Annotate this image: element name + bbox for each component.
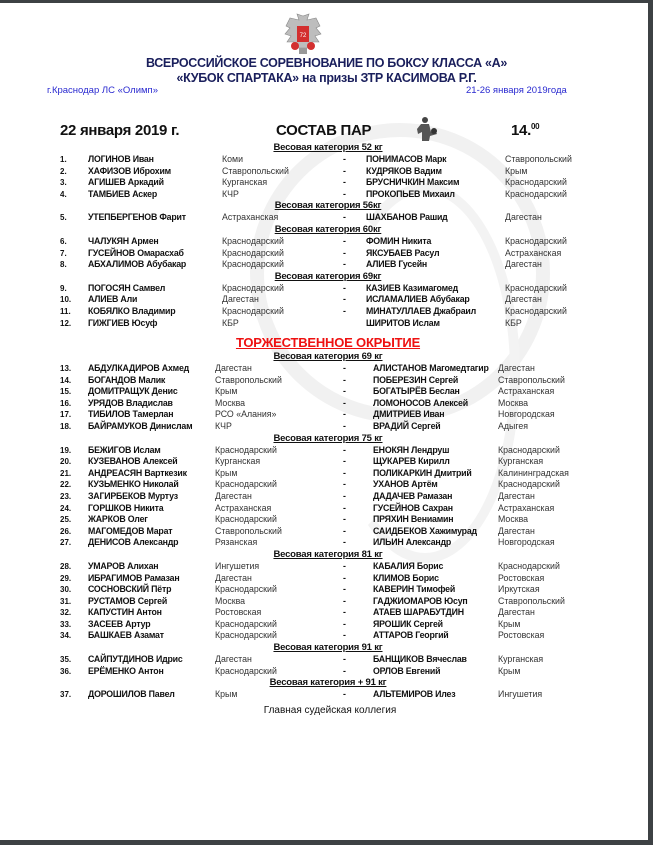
blue-corner-region: Дагестан bbox=[498, 525, 535, 536]
red-corner-region: Крым bbox=[215, 689, 238, 700]
blue-corner-boxer: АЛЬТЕМИРОВ Илез bbox=[373, 689, 456, 700]
bout-row bbox=[0, 503, 648, 515]
bout-row bbox=[0, 189, 648, 201]
blue-corner-region: Краснодарский bbox=[505, 305, 567, 316]
versus-dash: - bbox=[343, 282, 346, 293]
versus-dash: - bbox=[343, 607, 346, 618]
blue-corner-boxer: МИНАТУЛЛАЕВ Джабраил bbox=[366, 305, 476, 316]
versus-dash: - bbox=[343, 154, 346, 164]
blue-corner-region: Москва bbox=[498, 397, 529, 408]
versus-dash: - bbox=[343, 456, 346, 467]
bout-number: 15. bbox=[60, 387, 72, 397]
red-corner-region: Краснодарский bbox=[222, 282, 284, 293]
blue-corner-region: Новгородская bbox=[498, 409, 555, 420]
red-corner-boxer: КОБЯЛКО Владимир bbox=[88, 305, 176, 316]
red-corner-boxer: ЗАСЕЕВ Артур bbox=[88, 618, 151, 629]
versus-dash: - bbox=[343, 618, 346, 629]
versus-dash: - bbox=[343, 397, 346, 408]
blue-corner-region: Краснодарский bbox=[505, 188, 567, 199]
blue-corner-region: Краснодарский bbox=[498, 444, 560, 455]
blue-corner-region: КБР bbox=[505, 317, 522, 328]
bout-row bbox=[0, 491, 648, 503]
bout-row bbox=[0, 236, 648, 248]
bout-number: 13. bbox=[60, 364, 72, 373]
bout-row bbox=[0, 445, 648, 457]
red-corner-region: РСО «Алания» bbox=[215, 409, 277, 420]
versus-dash: - bbox=[343, 665, 346, 676]
blue-corner-region: Астраханская bbox=[498, 502, 555, 513]
blue-corner-region: Дагестан bbox=[505, 212, 542, 223]
blue-corner-region: Крым bbox=[505, 165, 528, 176]
red-corner-boxer: АНДРЕАСЯН Варткезик bbox=[88, 467, 187, 478]
red-corner-region: Москва bbox=[215, 397, 246, 408]
weight-category-heading: Весовая категория 56кг bbox=[274, 200, 382, 212]
versus-dash: - bbox=[343, 490, 346, 501]
versus-dash: - bbox=[343, 235, 346, 246]
venue: г.Краснодар ЛС «Олимп» bbox=[47, 85, 158, 96]
bout-number: 26. bbox=[60, 526, 72, 536]
bout-number: 21. bbox=[60, 468, 72, 478]
bout-number: 28. bbox=[60, 561, 72, 571]
versus-dash: - bbox=[343, 654, 346, 665]
red-corner-region: Краснодарский bbox=[215, 665, 277, 676]
doc-title: СОСТАВ ПАР bbox=[276, 122, 372, 139]
red-corner-boxer: МАГОМЕДОВ Марат bbox=[88, 525, 173, 536]
blue-corner-boxer: БРУСНИЧКИН Максим bbox=[366, 177, 460, 188]
bout-row bbox=[0, 363, 648, 375]
bout-number: 33. bbox=[60, 619, 72, 629]
versus-dash: - bbox=[343, 595, 346, 606]
blue-corner-boxer: ДМИТРИЕВ Иван bbox=[373, 409, 445, 420]
versus-dash: - bbox=[343, 294, 346, 305]
red-corner-region: Москва bbox=[215, 595, 246, 606]
versus-dash: - bbox=[343, 420, 346, 431]
bout-row bbox=[0, 421, 648, 433]
bout-row bbox=[0, 166, 648, 178]
red-corner-boxer: КАПУСТИН Антон bbox=[88, 607, 162, 618]
blue-corner-boxer: ПОНИМАСОВ Марк bbox=[366, 154, 447, 164]
red-corner-region: Ставропольский bbox=[215, 374, 282, 385]
red-corner-boxer: УМАРОВ Алихан bbox=[88, 560, 159, 571]
red-corner-boxer: ГОРШКОВ Никита bbox=[88, 502, 164, 513]
red-corner-region: Краснодарский bbox=[215, 514, 277, 525]
blue-corner-region: Ставропольский bbox=[498, 595, 565, 606]
bout-row bbox=[0, 248, 648, 260]
blue-corner-boxer: ПОЛИКАРКИН Дмитрий bbox=[373, 467, 472, 478]
bout-number: 18. bbox=[60, 421, 72, 431]
red-corner-region: Краснодарский bbox=[222, 305, 284, 316]
red-corner-boxer: ЧАЛУКЯН Армен bbox=[88, 235, 159, 246]
versus-dash: - bbox=[343, 374, 346, 385]
bout-number: 20. bbox=[60, 457, 72, 467]
blue-corner-region: Краснодарский bbox=[505, 235, 567, 246]
bout-row bbox=[0, 666, 648, 678]
bout-row bbox=[0, 607, 648, 619]
blue-corner-boxer: ЩУКАРЕВ Кирилл bbox=[373, 456, 450, 467]
judges-panel-footer: Главная судейская коллегия bbox=[263, 705, 397, 716]
bout-number: 1. bbox=[60, 155, 67, 164]
blue-corner-boxer: КУДРЯКОВ Вадим bbox=[366, 165, 442, 176]
red-corner-region: Курганская bbox=[222, 177, 268, 188]
bout-row bbox=[0, 526, 648, 538]
opening-ceremony-heading: ТОРЖЕСТВЕННОЕ ОКРЫТИЕ bbox=[235, 335, 421, 350]
blue-corner-region: Астраханская bbox=[498, 386, 555, 397]
blue-corner-boxer: КАЗИЕВ Казимагомед bbox=[366, 282, 458, 293]
cup-title: «КУБОК СПАРТАКА» на призы ЗТР КАСИМОВА Р.Г. bbox=[176, 71, 477, 85]
blue-corner-region: Дагестан bbox=[498, 363, 535, 373]
bout-number: 34. bbox=[60, 631, 72, 641]
red-corner-boxer: ДЕНИСОВ Александр bbox=[88, 537, 179, 548]
blue-corner-region: Краснодарский bbox=[505, 177, 567, 188]
red-corner-boxer: КУЗЕВАНОВ Алексей bbox=[88, 456, 178, 467]
red-corner-boxer: ИБРАГИМОВ Рамазан bbox=[88, 572, 180, 583]
red-corner-region: Дагестан bbox=[215, 572, 252, 583]
blue-corner-boxer: АТАЕВ ШАРАБУТДИН bbox=[373, 607, 464, 618]
blue-corner-region: Дагестан bbox=[505, 294, 542, 305]
bout-row bbox=[0, 514, 648, 526]
red-corner-boxer: БОГАНДОВ Малик bbox=[88, 374, 166, 385]
bout-row bbox=[0, 318, 648, 330]
bout-row bbox=[0, 375, 648, 387]
blue-corner-region: Дагестан bbox=[505, 259, 542, 270]
versus-dash: - bbox=[343, 444, 346, 455]
versus-dash: - bbox=[343, 247, 346, 258]
red-corner-region: КЧР bbox=[222, 188, 239, 199]
versus-dash: - bbox=[343, 689, 346, 700]
blue-corner-region: Ставропольский bbox=[505, 154, 572, 164]
weight-category-heading: Весовая категория 91 кг bbox=[273, 642, 383, 654]
red-corner-boxer: ЛОГИНОВ Иван bbox=[88, 154, 154, 164]
blue-corner-region: Крым bbox=[498, 665, 521, 676]
red-corner-region: Астраханская bbox=[215, 502, 272, 513]
red-corner-region: Рязанская bbox=[215, 537, 258, 548]
bout-row bbox=[0, 654, 648, 666]
red-corner-region: Дагестан bbox=[215, 363, 252, 373]
blue-corner-boxer: КАБАЛИЯ Борис bbox=[373, 560, 444, 571]
bout-number: 31. bbox=[60, 596, 72, 606]
weight-category-heading: Весовая категория 69кг bbox=[274, 270, 382, 282]
red-corner-region: Краснодарский bbox=[222, 247, 284, 258]
bout-number: 19. bbox=[60, 445, 72, 455]
bout-row bbox=[0, 306, 648, 318]
versus-dash: - bbox=[343, 514, 346, 525]
red-corner-region: Краснодарский bbox=[215, 630, 277, 641]
red-corner-region: КБР bbox=[222, 317, 239, 328]
red-corner-boxer: ПОГОСЯН Самвел bbox=[88, 282, 166, 293]
bout-number: 35. bbox=[60, 655, 72, 665]
blue-corner-boxer: ЯКСУБАЕВ Расул bbox=[366, 247, 440, 258]
event-dates: 21-26 января 2019года bbox=[466, 85, 567, 96]
versus-dash: - bbox=[343, 537, 346, 548]
blue-corner-region: Дагестан bbox=[498, 490, 535, 501]
bout-row bbox=[0, 259, 648, 271]
versus-dash: - bbox=[343, 572, 346, 583]
red-corner-region: Краснодарский bbox=[222, 235, 284, 246]
red-corner-boxer: ТАМБИЕВ Аскер bbox=[88, 188, 158, 199]
blue-corner-boxer: ПРЯХИН Вениамин bbox=[373, 514, 454, 525]
versus-dash: - bbox=[343, 177, 346, 188]
red-corner-boxer: ТИБИЛОВ Тамерлан bbox=[88, 409, 174, 420]
versus-dash: - bbox=[343, 584, 346, 595]
blue-corner-region: Дагестан bbox=[498, 607, 535, 618]
bout-number: 3. bbox=[60, 178, 67, 188]
blue-corner-boxer: ИЛЬИН Александр bbox=[373, 537, 452, 548]
red-corner-boxer: ГУСЕЙНОВ Омарасхаб bbox=[88, 247, 184, 258]
versus-dash: - bbox=[343, 409, 346, 420]
bout-number: 16. bbox=[60, 398, 72, 408]
blue-corner-boxer: АТТАРОВ Георгий bbox=[373, 630, 449, 641]
versus-dash: - bbox=[343, 502, 346, 513]
time-hour: 14. bbox=[511, 122, 531, 139]
versus-dash: - bbox=[343, 363, 346, 373]
red-corner-boxer: ЗАГИРБЕКОВ Муртуз bbox=[88, 490, 178, 501]
day-date: 22 января 2019 г. bbox=[60, 122, 180, 139]
weight-category-heading: Весовая категория 81 кг bbox=[273, 548, 383, 560]
red-corner-boxer: АЛИЕВ Али bbox=[88, 294, 138, 305]
bout-number: 25. bbox=[60, 515, 72, 525]
bout-row bbox=[0, 212, 648, 224]
red-corner-boxer: УРЯДОВ Владислав bbox=[88, 397, 173, 408]
blue-corner-region: Краснодарский bbox=[498, 560, 560, 571]
bout-row bbox=[0, 409, 648, 421]
red-corner-boxer: АГИШЕВ Аркадий bbox=[88, 177, 164, 188]
bout-number: 30. bbox=[60, 585, 72, 595]
bout-number: 5. bbox=[60, 213, 67, 223]
blue-corner-boxer: ШИРИТОВ Ислам bbox=[366, 317, 440, 328]
blue-corner-boxer: КАВЕРИН Тимофей bbox=[373, 584, 456, 595]
bout-row bbox=[0, 386, 648, 398]
bouts-before-opening bbox=[0, 142, 648, 329]
red-corner-boxer: ДОМИТРАЩУК Денис bbox=[88, 386, 178, 397]
red-corner-region: Дагестан bbox=[215, 490, 252, 501]
red-corner-boxer: ЕРЁМЕНКО Антон bbox=[88, 665, 164, 676]
blue-corner-region: Адыгея bbox=[498, 420, 528, 431]
start-time bbox=[511, 122, 539, 139]
blue-corner-boxer: ЯРОШИК Сергей bbox=[373, 618, 443, 629]
red-corner-boxer: КУЗЬМЕНКО Николай bbox=[88, 479, 179, 490]
bout-row bbox=[0, 689, 648, 701]
bout-row bbox=[0, 630, 648, 642]
bout-row bbox=[0, 456, 648, 468]
versus-dash: - bbox=[343, 479, 346, 490]
bout-number: 17. bbox=[60, 410, 72, 420]
versus-dash: - bbox=[343, 386, 346, 397]
bout-number: 24. bbox=[60, 503, 72, 513]
red-corner-region: Ингушетия bbox=[215, 560, 260, 571]
blue-corner-boxer: ПОБЕРЕЗИН Сергей bbox=[373, 374, 459, 385]
blue-corner-region: Ростовская bbox=[498, 572, 545, 583]
blue-corner-boxer: АЛИЕВ Гусейн bbox=[366, 259, 428, 270]
blue-corner-boxer: ОРЛОВ Евгений bbox=[373, 665, 441, 676]
blue-corner-boxer: ФОМИН Никита bbox=[366, 235, 432, 246]
weight-category-heading: Весовая категория 69 кг bbox=[273, 351, 383, 362]
bout-row bbox=[0, 398, 648, 410]
bout-number: 9. bbox=[60, 283, 67, 293]
bout-number: 2. bbox=[60, 166, 67, 176]
blue-corner-boxer: АЛИСТАНОВ Магомедтагир bbox=[373, 363, 489, 373]
bout-row bbox=[0, 537, 648, 549]
federation-emblem-icon bbox=[282, 12, 324, 58]
bout-row bbox=[0, 584, 648, 596]
bout-row bbox=[0, 177, 648, 189]
red-corner-region: Ростовская bbox=[215, 607, 262, 618]
blue-corner-boxer: ЕНОКЯН Лендруш bbox=[373, 444, 450, 455]
red-corner-region: Астраханская bbox=[222, 212, 279, 223]
blue-corner-boxer: БОГАТЫРЁВ Беслан bbox=[373, 386, 460, 397]
red-corner-boxer: РУСТАМОВ Сергей bbox=[88, 595, 168, 606]
red-corner-boxer: БАЙРАМУКОВ Динислам bbox=[88, 420, 193, 431]
blue-corner-boxer: ГУСЕЙНОВ Сахран bbox=[373, 502, 453, 513]
blue-corner-boxer: САИДБЕКОВ Хажимурад bbox=[373, 525, 477, 536]
time-minutes: 00 bbox=[530, 122, 540, 131]
red-corner-boxer: САЙПУТДИНОВ Идрис bbox=[88, 654, 183, 665]
red-corner-region: Краснодарский bbox=[222, 259, 284, 270]
blue-corner-region: Краснодарский bbox=[505, 282, 567, 293]
blue-corner-boxer: ВРАДИЙ Сергей bbox=[373, 420, 441, 431]
bout-number: 37. bbox=[60, 690, 72, 700]
bout-number: 6. bbox=[60, 236, 67, 246]
red-corner-boxer: ХАФИЗОВ Иброхим bbox=[88, 165, 171, 176]
red-corner-boxer: ДОРОШИЛОВ Павел bbox=[88, 689, 175, 700]
bout-number: 29. bbox=[60, 573, 72, 583]
blue-corner-boxer: ЛОМОНОСОВ Алексей bbox=[373, 397, 468, 408]
red-corner-region: Коми bbox=[222, 154, 243, 164]
red-corner-region: Краснодарский bbox=[215, 584, 277, 595]
blue-corner-boxer: ДАДАЧЕВ Рамазан bbox=[373, 490, 453, 501]
bout-number: 12. bbox=[60, 318, 72, 328]
competition-title: ВСЕРОССИЙСКОЕ СОРЕВНОВАНИЕ ПО БОКСУ КЛАССА «А» bbox=[145, 56, 508, 70]
weight-category-heading: Весовая категория + 91 кг bbox=[269, 677, 387, 689]
versus-dash: - bbox=[343, 188, 346, 199]
blue-corner-region: Краснодарский bbox=[498, 479, 560, 490]
blue-corner-boxer: ИСЛАМАЛИЕВ Абубакар bbox=[366, 294, 470, 305]
blue-corner-region: Астраханская bbox=[505, 247, 562, 258]
versus-dash: - bbox=[343, 165, 346, 176]
bout-number: 4. bbox=[60, 189, 67, 199]
bout-number: 27. bbox=[60, 538, 72, 548]
red-corner-boxer: АБДУЛКАДИРОВ Ахмед bbox=[88, 363, 190, 373]
bout-row bbox=[0, 468, 648, 480]
red-corner-region: Крым bbox=[215, 467, 238, 478]
bout-number: 7. bbox=[60, 248, 67, 258]
blue-corner-region: Крым bbox=[498, 618, 521, 629]
bout-row bbox=[0, 283, 648, 295]
blue-corner-region: Москва bbox=[498, 514, 529, 525]
versus-dash: - bbox=[343, 525, 346, 536]
bout-row bbox=[0, 573, 648, 585]
bout-row bbox=[0, 596, 648, 608]
bouts-after-opening bbox=[0, 335, 648, 701]
red-corner-region: Ставропольский bbox=[215, 525, 282, 536]
weight-category-heading: Весовая категория 75 кг bbox=[273, 432, 383, 444]
blue-corner-region: Курганская bbox=[498, 456, 544, 467]
blue-corner-region: Новгородская bbox=[498, 537, 555, 548]
red-corner-region: Краснодарский bbox=[215, 479, 277, 490]
weight-category-heading: Весовая категория 60кг bbox=[274, 223, 382, 235]
red-corner-region: КЧР bbox=[215, 420, 232, 431]
svg-text:72: 72 bbox=[299, 33, 307, 39]
red-corner-boxer: УТЕПБЕРГЕНОВ Фарит bbox=[88, 212, 186, 223]
document-page bbox=[0, 3, 648, 840]
blue-corner-region: Ростовская bbox=[498, 630, 545, 641]
blue-corner-boxer: ШАХБАНОВ Рашид bbox=[366, 212, 448, 223]
bout-number: 36. bbox=[60, 666, 72, 676]
red-corner-boxer: БЕЖИГОВ Ислам bbox=[88, 444, 161, 455]
blue-corner-region: Калининградская bbox=[498, 467, 569, 478]
blue-corner-region: Иркутская bbox=[498, 584, 540, 595]
bout-number: 11. bbox=[60, 306, 71, 316]
red-corner-region: Крым bbox=[215, 386, 238, 397]
weight-category-heading: Весовая категория 52 кг bbox=[273, 142, 383, 153]
blue-corner-boxer: КЛИМОВ Борис bbox=[373, 572, 439, 583]
blue-corner-region: Курганская bbox=[498, 654, 544, 665]
red-corner-boxer: АБХАЛИМОВ Абубакар bbox=[88, 259, 187, 270]
red-corner-region: Краснодарский bbox=[215, 618, 277, 629]
bout-row bbox=[0, 154, 648, 166]
red-corner-region: Дагестан bbox=[222, 294, 259, 305]
red-corner-boxer: ЖАРКОВ Олег bbox=[88, 514, 148, 525]
bout-number: 14. bbox=[60, 375, 72, 385]
blue-corner-region: Ставропольский bbox=[498, 374, 565, 385]
bout-number: 23. bbox=[60, 491, 72, 501]
bout-row bbox=[0, 561, 648, 573]
blue-corner-boxer: УХАНОВ Артём bbox=[373, 479, 438, 490]
versus-dash: - bbox=[343, 259, 346, 270]
bout-row bbox=[0, 479, 648, 491]
bout-row bbox=[0, 294, 648, 306]
versus-dash: - bbox=[343, 630, 346, 641]
red-corner-region: Краснодарский bbox=[215, 444, 277, 455]
bout-number: 32. bbox=[60, 608, 72, 618]
bout-number: 22. bbox=[60, 480, 72, 490]
bout-number: 8. bbox=[60, 260, 67, 270]
red-corner-region: Дагестан bbox=[215, 654, 252, 665]
red-corner-boxer: ГИЖГИЕВ Юсуф bbox=[88, 317, 158, 328]
red-corner-region: Курганская bbox=[215, 456, 261, 467]
red-corner-region: Ставропольский bbox=[222, 165, 289, 176]
bout-row bbox=[0, 619, 648, 631]
red-corner-boxer: БАШКАЕВ Азамат bbox=[88, 630, 164, 641]
versus-dash: - bbox=[343, 212, 346, 223]
blue-corner-region: Ингушетия bbox=[498, 689, 543, 700]
versus-dash: - bbox=[343, 467, 346, 478]
red-corner-boxer: СОСНОВСКИЙ Пётр bbox=[88, 584, 172, 595]
versus-dash: - bbox=[343, 560, 346, 571]
blue-corner-boxer: БАНЩИКОВ Вячеслав bbox=[373, 654, 467, 665]
boxer-icon bbox=[416, 116, 438, 142]
bout-number: 10. bbox=[60, 295, 72, 305]
blue-corner-boxer: ПРОКОПЬЕВ Михаил bbox=[366, 188, 455, 199]
blue-corner-boxer: ГАДЖИОМАРОВ Юсуп bbox=[373, 595, 468, 606]
versus-dash: - bbox=[343, 305, 346, 316]
